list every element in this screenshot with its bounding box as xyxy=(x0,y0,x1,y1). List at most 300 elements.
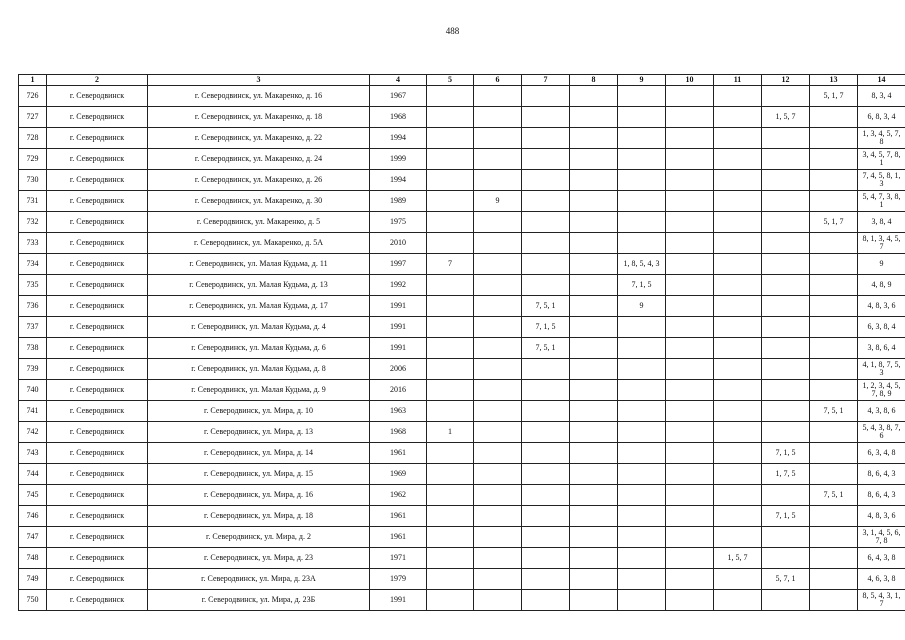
col9-cell xyxy=(618,233,666,254)
town-cell: г. Северодвинск xyxy=(47,233,148,254)
col6-cell xyxy=(474,569,522,590)
col5-cell: 7 xyxy=(427,254,474,275)
col8-cell xyxy=(570,422,618,443)
col5-cell xyxy=(427,86,474,107)
column-header-9: 9 xyxy=(618,75,666,86)
col13-cell: 7, 5, 1 xyxy=(810,485,858,506)
col11-cell xyxy=(714,254,762,275)
col5-cell xyxy=(427,548,474,569)
col6-cell xyxy=(474,107,522,128)
col7-cell xyxy=(522,149,570,170)
col13-cell xyxy=(810,527,858,548)
col7-cell xyxy=(522,107,570,128)
col12-cell: 1, 5, 7 xyxy=(762,107,810,128)
col12-cell xyxy=(762,422,810,443)
row-number-cell: 727 xyxy=(19,107,47,128)
col13-cell xyxy=(810,548,858,569)
col7-cell xyxy=(522,275,570,296)
col8-cell xyxy=(570,275,618,296)
row-number-cell: 737 xyxy=(19,317,47,338)
column-header-3: 3 xyxy=(148,75,370,86)
year-cell: 2006 xyxy=(370,359,427,380)
col13-cell xyxy=(810,275,858,296)
column-header-10: 10 xyxy=(666,75,714,86)
col13-cell xyxy=(810,149,858,170)
row-number-cell: 730 xyxy=(19,170,47,191)
year-cell: 1969 xyxy=(370,464,427,485)
address-cell: г. Северодвинск, ул. Малая Кудьма, д. 17 xyxy=(148,296,370,317)
col9-cell xyxy=(618,317,666,338)
col11-cell xyxy=(714,191,762,212)
col8-cell xyxy=(570,128,618,149)
col5-cell xyxy=(427,275,474,296)
col10-cell xyxy=(666,254,714,275)
col9-cell xyxy=(618,485,666,506)
col6-cell xyxy=(474,296,522,317)
col14-cell: 3, 8, 4 xyxy=(858,212,905,233)
col7-cell xyxy=(522,422,570,443)
col10-cell xyxy=(666,401,714,422)
col8-cell xyxy=(570,296,618,317)
row-number-cell: 732 xyxy=(19,212,47,233)
col14-cell: 4, 1, 8, 7, 5, 3 xyxy=(858,359,905,380)
col8-cell xyxy=(570,380,618,401)
town-cell: г. Северодвинск xyxy=(47,506,148,527)
col5-cell: 1 xyxy=(427,422,474,443)
col8-cell xyxy=(570,107,618,128)
col6-cell xyxy=(474,443,522,464)
year-cell: 1961 xyxy=(370,527,427,548)
col7-cell xyxy=(522,212,570,233)
col11-cell xyxy=(714,275,762,296)
year-cell: 1971 xyxy=(370,548,427,569)
col11-cell xyxy=(714,359,762,380)
col7-cell xyxy=(522,191,570,212)
col5-cell xyxy=(427,527,474,548)
page-number: 488 xyxy=(445,26,460,36)
col12-cell xyxy=(762,485,810,506)
col8-cell xyxy=(570,338,618,359)
col11-cell: 1, 5, 7 xyxy=(714,548,762,569)
col6-cell xyxy=(474,485,522,506)
town-cell: г. Северодвинск xyxy=(47,149,148,170)
row-number-cell: 743 xyxy=(19,443,47,464)
col14-cell: 8, 6, 4, 3 xyxy=(858,464,905,485)
row-number-cell: 734 xyxy=(19,254,47,275)
col11-cell xyxy=(714,128,762,149)
town-cell: г. Северодвинск xyxy=(47,527,148,548)
column-header-12: 12 xyxy=(762,75,810,86)
col5-cell xyxy=(427,506,474,527)
row-number-cell: 733 xyxy=(19,233,47,254)
col9-cell xyxy=(618,527,666,548)
col6-cell xyxy=(474,380,522,401)
col5-cell xyxy=(427,296,474,317)
row-number-cell: 739 xyxy=(19,359,47,380)
address-cell: г. Северодвинск, ул. Макаренко, д. 24 xyxy=(148,149,370,170)
year-cell: 1997 xyxy=(370,254,427,275)
col6-cell xyxy=(474,170,522,191)
col6-cell: 9 xyxy=(474,191,522,212)
col13-cell xyxy=(810,233,858,254)
year-cell: 1992 xyxy=(370,275,427,296)
col14-cell: 8, 3, 4 xyxy=(858,86,905,107)
col7-cell xyxy=(522,86,570,107)
col10-cell xyxy=(666,86,714,107)
col11-cell xyxy=(714,590,762,611)
col5-cell xyxy=(427,212,474,233)
col11-cell xyxy=(714,485,762,506)
town-cell: г. Северодвинск xyxy=(47,569,148,590)
col12-cell xyxy=(762,296,810,317)
col14-cell: 4, 8, 9 xyxy=(858,275,905,296)
address-cell: г. Северодвинск, ул. Мира, д. 23 xyxy=(148,548,370,569)
town-cell: г. Северодвинск xyxy=(47,128,148,149)
col14-cell: 6, 4, 3, 8 xyxy=(858,548,905,569)
col11-cell xyxy=(714,506,762,527)
table-row xyxy=(19,191,905,212)
year-cell: 1961 xyxy=(370,443,427,464)
col9-cell: 9 xyxy=(618,296,666,317)
col10-cell xyxy=(666,317,714,338)
column-header-5: 5 xyxy=(427,75,474,86)
year-cell: 2016 xyxy=(370,380,427,401)
table-row xyxy=(19,107,905,128)
col12-cell: 7, 1, 5 xyxy=(762,443,810,464)
col10-cell xyxy=(666,443,714,464)
town-cell: г. Северодвинск xyxy=(47,422,148,443)
address-cell: г. Северодвинск, ул. Мира, д. 23Б xyxy=(148,590,370,611)
col10-cell xyxy=(666,569,714,590)
col13-cell: 5, 1, 7 xyxy=(810,212,858,233)
town-cell: г. Северодвинск xyxy=(47,359,148,380)
housing-register-table xyxy=(18,74,905,611)
col13-cell xyxy=(810,317,858,338)
col14-cell: 6, 8, 3, 4 xyxy=(858,107,905,128)
col9-cell xyxy=(618,443,666,464)
col13-cell xyxy=(810,380,858,401)
col13-cell xyxy=(810,107,858,128)
row-number-cell: 726 xyxy=(19,86,47,107)
col8-cell xyxy=(570,443,618,464)
col10-cell xyxy=(666,191,714,212)
col5-cell xyxy=(427,317,474,338)
col8-cell xyxy=(570,149,618,170)
address-cell: г. Северодвинск, ул. Малая Кудьма, д. 4 xyxy=(148,317,370,338)
col5-cell xyxy=(427,590,474,611)
column-header-14: 14 xyxy=(858,75,905,86)
town-cell: г. Северодвинск xyxy=(47,86,148,107)
col14-cell: 4, 8, 3, 6 xyxy=(858,296,905,317)
col12-cell xyxy=(762,380,810,401)
col12-cell xyxy=(762,317,810,338)
col5-cell xyxy=(427,485,474,506)
col6-cell xyxy=(474,506,522,527)
col10-cell xyxy=(666,527,714,548)
col6-cell xyxy=(474,233,522,254)
address-cell: г. Северодвинск, ул. Малая Кудьма, д. 8 xyxy=(148,359,370,380)
col6-cell xyxy=(474,464,522,485)
town-cell: г. Северодвинск xyxy=(47,317,148,338)
table-row xyxy=(19,422,905,443)
year-cell: 1961 xyxy=(370,506,427,527)
column-header-4: 4 xyxy=(370,75,427,86)
col14-cell: 3, 1, 4, 5, 6, 7, 8 xyxy=(858,527,905,548)
header-row xyxy=(19,75,905,86)
address-cell: г. Северодвинск, ул. Макаренко, д. 5А xyxy=(148,233,370,254)
col7-cell xyxy=(522,233,570,254)
col6-cell xyxy=(474,590,522,611)
col9-cell xyxy=(618,359,666,380)
col5-cell xyxy=(427,107,474,128)
col9-cell xyxy=(618,569,666,590)
col12-cell xyxy=(762,527,810,548)
col6-cell xyxy=(474,359,522,380)
col5-cell xyxy=(427,359,474,380)
address-cell: г. Северодвинск, ул. Макаренко, д. 5 xyxy=(148,212,370,233)
col14-cell: 8, 6, 4, 3 xyxy=(858,485,905,506)
row-number-cell: 740 xyxy=(19,380,47,401)
col9-cell xyxy=(618,464,666,485)
col9-cell xyxy=(618,149,666,170)
col7-cell xyxy=(522,506,570,527)
col7-cell xyxy=(522,128,570,149)
col11-cell xyxy=(714,422,762,443)
address-cell: г. Северодвинск, ул. Макаренко, д. 30 xyxy=(148,191,370,212)
town-cell: г. Северодвинск xyxy=(47,401,148,422)
year-cell: 1989 xyxy=(370,191,427,212)
col9-cell xyxy=(618,338,666,359)
town-cell: г. Северодвинск xyxy=(47,548,148,569)
col5-cell xyxy=(427,380,474,401)
col5-cell xyxy=(427,338,474,359)
col12-cell xyxy=(762,212,810,233)
town-cell: г. Северодвинск xyxy=(47,338,148,359)
address-cell: г. Северодвинск, ул. Мира, д. 14 xyxy=(148,443,370,464)
address-cell: г. Северодвинск, ул. Мира, д. 23А xyxy=(148,569,370,590)
col9-cell xyxy=(618,212,666,233)
col12-cell xyxy=(762,275,810,296)
year-cell: 1991 xyxy=(370,590,427,611)
col8-cell xyxy=(570,359,618,380)
col6-cell xyxy=(474,548,522,569)
col13-cell xyxy=(810,170,858,191)
row-number-cell: 728 xyxy=(19,128,47,149)
year-cell: 1999 xyxy=(370,149,427,170)
table-row xyxy=(19,506,905,527)
town-cell: г. Северодвинск xyxy=(47,212,148,233)
col6-cell xyxy=(474,128,522,149)
col9-cell xyxy=(618,86,666,107)
col12-cell xyxy=(762,191,810,212)
col11-cell xyxy=(714,443,762,464)
col13-cell xyxy=(810,191,858,212)
town-cell: г. Северодвинск xyxy=(47,485,148,506)
year-cell: 1968 xyxy=(370,107,427,128)
town-cell: г. Северодвинск xyxy=(47,443,148,464)
col5-cell xyxy=(427,233,474,254)
table-row xyxy=(19,338,905,359)
col6-cell xyxy=(474,317,522,338)
row-number-cell: 746 xyxy=(19,506,47,527)
col10-cell xyxy=(666,275,714,296)
col12-cell xyxy=(762,359,810,380)
col10-cell xyxy=(666,506,714,527)
table-body xyxy=(19,86,905,611)
col12-cell: 5, 7, 1 xyxy=(762,569,810,590)
col7-cell xyxy=(522,170,570,191)
table-row xyxy=(19,485,905,506)
col12-cell xyxy=(762,401,810,422)
col12-cell xyxy=(762,86,810,107)
col14-cell: 3, 8, 6, 4 xyxy=(858,338,905,359)
col12-cell xyxy=(762,128,810,149)
address-cell: г. Северодвинск, ул. Мира, д. 15 xyxy=(148,464,370,485)
town-cell: г. Северодвинск xyxy=(47,464,148,485)
col7-cell xyxy=(522,548,570,569)
col14-cell: 8, 1, 3, 4, 5, 7 xyxy=(858,233,905,254)
col14-cell: 4, 8, 3, 6 xyxy=(858,506,905,527)
col11-cell xyxy=(714,170,762,191)
row-number-cell: 750 xyxy=(19,590,47,611)
col6-cell xyxy=(474,149,522,170)
col13-cell xyxy=(810,359,858,380)
table-row xyxy=(19,380,905,401)
row-number-cell: 735 xyxy=(19,275,47,296)
col9-cell xyxy=(618,191,666,212)
col13-cell xyxy=(810,338,858,359)
col13-cell xyxy=(810,464,858,485)
col11-cell xyxy=(714,296,762,317)
col12-cell: 7, 1, 5 xyxy=(762,506,810,527)
col11-cell xyxy=(714,149,762,170)
year-cell: 2010 xyxy=(370,233,427,254)
year-cell: 1994 xyxy=(370,128,427,149)
col10-cell xyxy=(666,212,714,233)
col9-cell xyxy=(618,128,666,149)
address-cell: г. Северодвинск, ул. Макаренко, д. 16 xyxy=(148,86,370,107)
table-row xyxy=(19,212,905,233)
col8-cell xyxy=(570,86,618,107)
col5-cell xyxy=(427,128,474,149)
col11-cell xyxy=(714,233,762,254)
col5-cell xyxy=(427,401,474,422)
table-row xyxy=(19,170,905,191)
column-header-11: 11 xyxy=(714,75,762,86)
col8-cell xyxy=(570,506,618,527)
col9-cell xyxy=(618,422,666,443)
col12-cell xyxy=(762,338,810,359)
col11-cell xyxy=(714,338,762,359)
column-header-8: 8 xyxy=(570,75,618,86)
col11-cell xyxy=(714,569,762,590)
row-number-cell: 744 xyxy=(19,464,47,485)
col7-cell xyxy=(522,380,570,401)
col10-cell xyxy=(666,548,714,569)
col11-cell xyxy=(714,107,762,128)
row-number-cell: 738 xyxy=(19,338,47,359)
col14-cell: 6, 3, 8, 4 xyxy=(858,317,905,338)
col11-cell xyxy=(714,317,762,338)
table-row xyxy=(19,464,905,485)
col10-cell xyxy=(666,107,714,128)
year-cell: 1962 xyxy=(370,485,427,506)
town-cell: г. Северодвинск xyxy=(47,590,148,611)
col6-cell xyxy=(474,275,522,296)
column-header-1: 1 xyxy=(19,75,47,86)
col9-cell xyxy=(618,401,666,422)
col13-cell xyxy=(810,254,858,275)
col5-cell xyxy=(427,170,474,191)
col10-cell xyxy=(666,296,714,317)
col12-cell xyxy=(762,590,810,611)
col7-cell xyxy=(522,590,570,611)
col10-cell xyxy=(666,149,714,170)
col12-cell: 1, 7, 5 xyxy=(762,464,810,485)
col8-cell xyxy=(570,212,618,233)
col10-cell xyxy=(666,422,714,443)
col8-cell xyxy=(570,464,618,485)
table-row xyxy=(19,128,905,149)
col14-cell: 4, 6, 3, 8 xyxy=(858,569,905,590)
col10-cell xyxy=(666,233,714,254)
col13-cell: 5, 1, 7 xyxy=(810,86,858,107)
col14-cell: 6, 3, 4, 8 xyxy=(858,443,905,464)
address-cell: г. Северодвинск, ул. Мира, д. 2 xyxy=(148,527,370,548)
col8-cell xyxy=(570,191,618,212)
col13-cell xyxy=(810,443,858,464)
table-row xyxy=(19,401,905,422)
col8-cell xyxy=(570,590,618,611)
col5-cell xyxy=(427,191,474,212)
col11-cell xyxy=(714,401,762,422)
row-number-cell: 745 xyxy=(19,485,47,506)
column-header-13: 13 xyxy=(810,75,858,86)
col13-cell xyxy=(810,422,858,443)
col14-cell: 5, 4, 3, 8, 7, 6 xyxy=(858,422,905,443)
col11-cell xyxy=(714,380,762,401)
col6-cell xyxy=(474,527,522,548)
table-row xyxy=(19,86,905,107)
town-cell: г. Северодвинск xyxy=(47,191,148,212)
address-cell: г. Северодвинск, ул. Малая Кудьма, д. 13 xyxy=(148,275,370,296)
table-row xyxy=(19,149,905,170)
col5-cell xyxy=(427,443,474,464)
town-cell: г. Северодвинск xyxy=(47,254,148,275)
col8-cell xyxy=(570,527,618,548)
address-cell: г. Северодвинск, ул. Мира, д. 10 xyxy=(148,401,370,422)
table-row xyxy=(19,359,905,380)
col6-cell xyxy=(474,422,522,443)
year-cell: 1967 xyxy=(370,86,427,107)
col9-cell xyxy=(618,506,666,527)
table-row xyxy=(19,275,905,296)
row-number-cell: 747 xyxy=(19,527,47,548)
col12-cell xyxy=(762,149,810,170)
col5-cell xyxy=(427,149,474,170)
col7-cell: 7, 1, 5 xyxy=(522,317,570,338)
col10-cell xyxy=(666,464,714,485)
col7-cell xyxy=(522,569,570,590)
col8-cell xyxy=(570,548,618,569)
col13-cell xyxy=(810,569,858,590)
table-row xyxy=(19,233,905,254)
col14-cell: 9 xyxy=(858,254,905,275)
year-cell: 1979 xyxy=(370,569,427,590)
col14-cell: 5, 4, 7, 3, 8, 1 xyxy=(858,191,905,212)
col9-cell xyxy=(618,380,666,401)
col7-cell: 7, 5, 1 xyxy=(522,338,570,359)
